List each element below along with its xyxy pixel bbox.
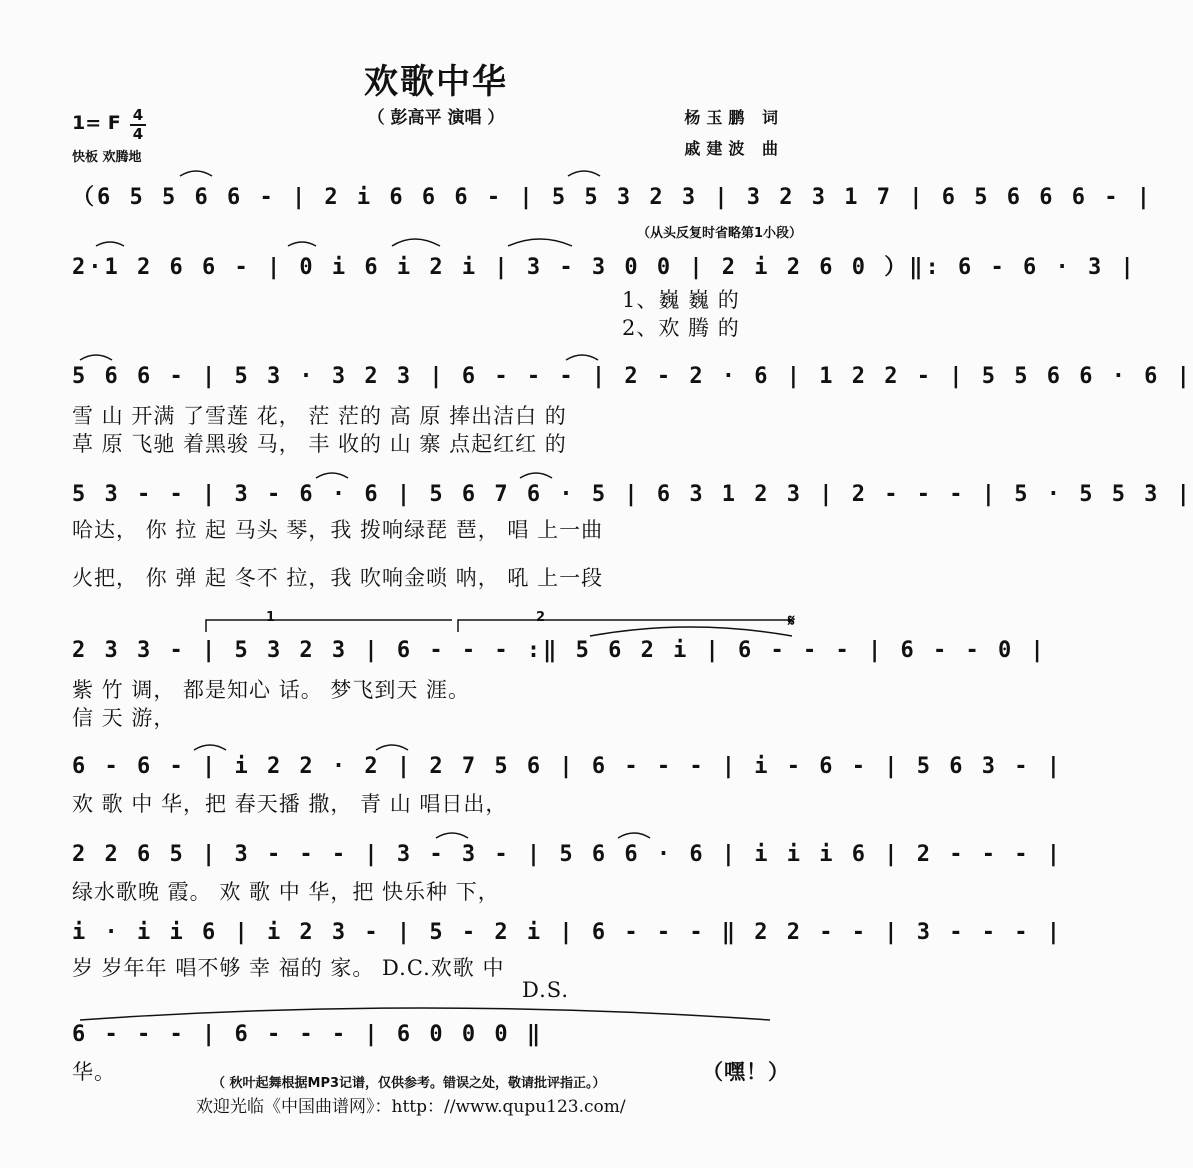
notes-system-7: 2 2 6 5 | 3 - - - | 3 - 3 - | 5 6 6 · 6 | i i i 6 | 2 - - - |	[72, 842, 1063, 867]
notes-system-2: 2·1 2 6 6 - | 0 i 6 i 2 i | 3 - 3 0 0 | 2 i 2 6 0 ）‖: 6 - 6 · 3 |	[72, 255, 1137, 280]
notes-system-5: 2 3 3 - | 5 3 2 3 | 6 - - - :‖ 5 6 2 i | 6 - - - | 6 - - 0 |	[72, 638, 1047, 663]
composer-credit: 戚建波 曲	[684, 139, 784, 158]
segno-icon: 𝄋	[788, 611, 795, 630]
lyrics-system-7: 绿水歌晚 霞。 欢 歌 中 华，把 快乐种 下，	[72, 880, 500, 904]
lyrics-system-8-ds: D.S.	[522, 978, 570, 1002]
lyrics-system-5-verse-1: 紫 竹 调， 都是知心 话。 梦飞到天 涯。	[72, 678, 471, 702]
volta-bracket-1	[206, 620, 452, 632]
lyrics-system-3-verse-1: 雪 山 开满 了雪莲 花， 茫 茫的 高 原 捧出洁白 的	[72, 404, 567, 428]
notes-system-4: 5 3 - - | 3 - 6 · 6 | 5 6 7 6 · 5 | 6 3 1 2 3 | 2 - - - | 5 · 5 5 3 |	[72, 482, 1193, 507]
lyrics-system-4-verse-2: 火把， 你 弹 起 冬不 拉，我 吹响金唢 呐， 吼 上一段	[72, 566, 604, 590]
song-title: 欢歌中华	[364, 62, 508, 102]
lyrics-system-2-verse-1: 1、巍 巍 的	[622, 288, 740, 312]
slurs	[80, 171, 792, 1020]
volta-2-label: 2	[536, 610, 546, 625]
volta-1-label: 1	[266, 610, 276, 625]
notes-system-9: 6 - - - | 6 - - - | 6 0 0 0 ‖	[72, 1022, 544, 1047]
lyrics-system-2-verse-2: 2、欢 腾 的	[622, 316, 740, 340]
website-line: 欢迎光临《中国曲谱网》：http：//www.qupu123.com/	[196, 1097, 626, 1117]
notes-system-8: i · i i 6 | i 2 3 - | 5 - 2 i | 6 - - - ‖ 2 2 - - | 3 - - - |	[72, 920, 1063, 945]
time-signature-top: 4	[132, 106, 144, 124]
time-signature-bottom: 4	[132, 125, 144, 143]
repeat-note: （从头反复时省略第1小段）	[636, 226, 802, 241]
lyrics-system-3-verse-2: 草 原 飞驰 着黑骏 马， 丰 收的 山 寨 点起红红 的	[72, 432, 567, 456]
shout-text: （嘿！）	[702, 1059, 790, 1084]
notes-system-6: 6 - 6 - | i 2 2 · 2 | 2 7 5 6 | 6 - - - | i - 6 - | 5 6 3 - |	[72, 754, 1063, 779]
lyrics-system-6: 欢 歌 中 华，把 春天播 撒， 青 山 唱日出，	[72, 792, 508, 816]
lyrics-system-4-verse-1: 哈达， 你 拉 起 马头 琴，我 拨响绿琵 琶， 唱 上一曲	[72, 518, 604, 542]
notes-system-1: （6 5 5 6 6 - | 2 i 6 6 6 - | 5 5 3 2 3 | 3 2 3 1 7 | 6 5 6 6 6 - |	[72, 185, 1153, 210]
tempo-marking: 快板 欢腾地	[72, 150, 142, 165]
lyrics-system-9: 华。	[72, 1060, 116, 1084]
lyrics-system-8: 岁 岁年年 唱不够 幸 福的 家。 D.C.欢歌 中	[72, 956, 505, 980]
performer-line: （ 彭高平 演唱 ）	[367, 108, 505, 128]
footnote: （ 秋叶起舞根据MP3记谱，仅供参考。错误之处，敬请批评指正。）	[212, 1076, 606, 1091]
lyrics-system-5-verse-2: 信 天 游，	[72, 706, 176, 730]
key-signature: 1= F	[72, 112, 121, 134]
lyricist-credit: 杨玉鹏 词	[684, 108, 784, 127]
notes-system-3: 5 6 6 - | 5 3 · 3 2 3 | 6 - - - | 2 - 2 · 6 | 1 2 2 - | 5 5 6 6 · 6 |	[72, 364, 1193, 389]
